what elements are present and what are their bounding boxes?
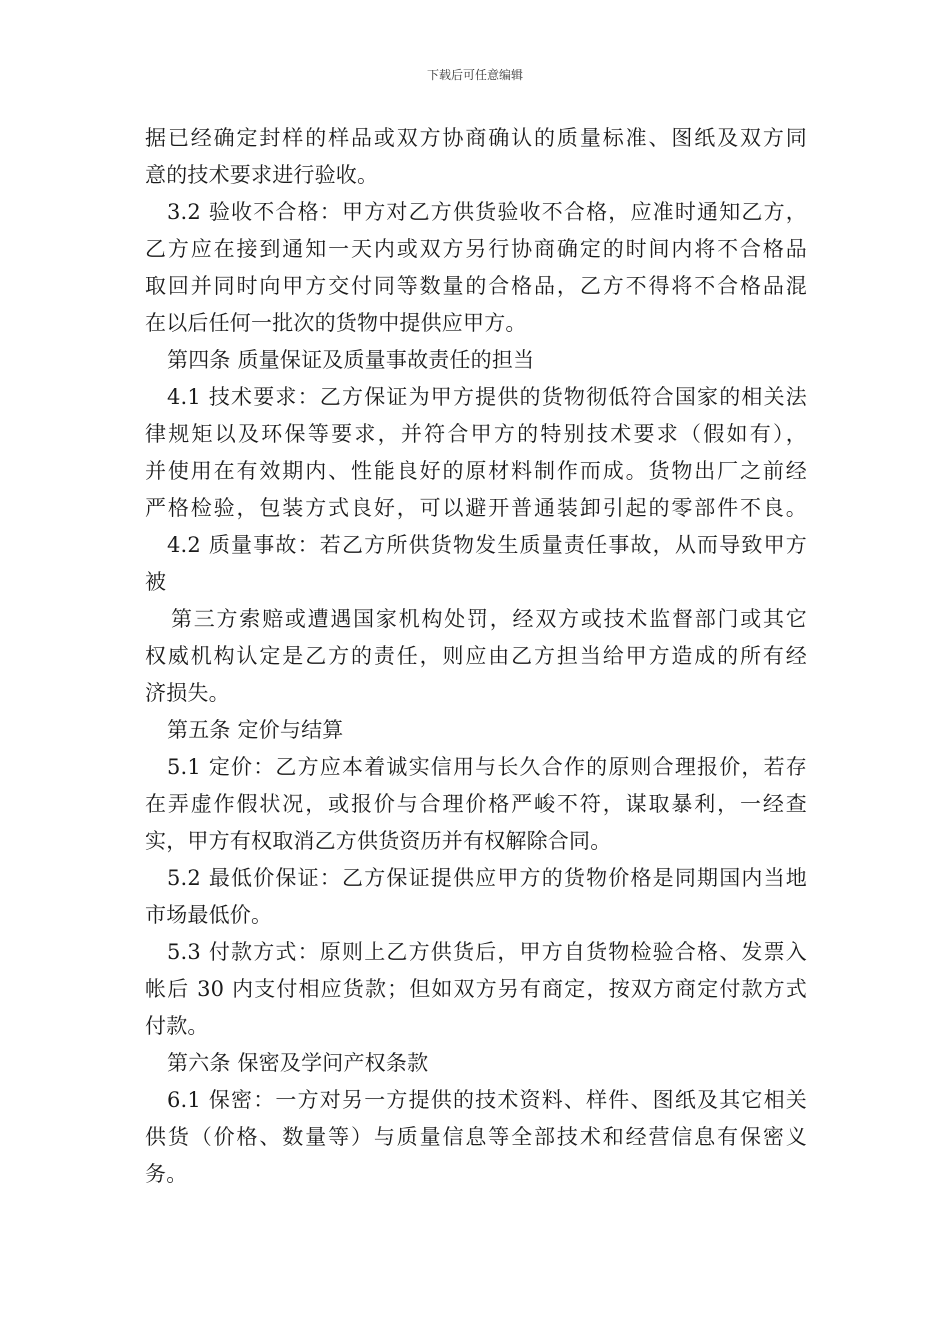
page-header: 下载后可任意编辑 [426, 68, 523, 82]
body-line: 取回并同时向甲方交付同等数量的合格品，乙方不得将不合格品混 [145, 274, 807, 298]
document-body [145, 120, 807, 1193]
clause-3-2: 3.2 验收不合格：甲方对乙方供货验收不合格，应准时通知乙方， [167, 200, 807, 224]
body-line: 供货（价格、数量等）与质量信息等全部技术和经营信息有保密义 [145, 1125, 807, 1149]
body-line: 律规矩以及环保等要求，并符合甲方的特别技术要求（假如有）， [145, 422, 807, 446]
body-line: 济损失。 [145, 681, 230, 705]
body-line: 第三方索赔或遭遇国家机构处罚，经双方或技术监督部门或其它 [171, 607, 807, 631]
body-line: 据已经确定封样的样品或双方协商确认的质量标准、图纸及双方同 [145, 126, 807, 150]
body-line: 付款。 [145, 1014, 209, 1038]
article-6-heading: 第六条 保密及学问产权条款 [167, 1051, 429, 1075]
body-line: 在以后任何一批次的货物中提供应甲方。 [145, 311, 527, 335]
clause-4-2: 4.2 质量事故：若乙方所供货物发生质量责任事故，从而导致甲方 [167, 533, 807, 557]
body-line: 被 [145, 570, 167, 594]
body-line: 务。 [145, 1162, 188, 1186]
article-5-heading: 第五条 定价与结算 [167, 718, 344, 742]
clause-5-1: 5.1 定价：乙方应本着诚实信用与长久合作的原则合理报价，若存 [167, 755, 807, 779]
body-line: 并使用在有效期内、性能良好的原材料制作而成。货物出厂之前经 [145, 459, 807, 483]
body-line: 严格检验，包装方式良好，可以避开普通装卸引起的零部件不良。 [145, 496, 807, 520]
body-line: 在弄虚作假状况，或报价与合理价格严峻不符，谋取暴利，一经查 [145, 792, 807, 816]
clause-6-1: 6.1 保密：一方对另一方提供的技术资料、样件、图纸及其它相关 [167, 1088, 807, 1112]
body-line: 权威机构认定是乙方的责任，则应由乙方担当给甲方造成的所有经 [145, 644, 807, 668]
clause-5-3: 5.3 付款方式：原则上乙方供货后，甲方自货物检验合格、发票入 [167, 940, 807, 964]
body-line: 实，甲方有权取消乙方供货资历并有权解除合同。 [145, 829, 612, 853]
clause-5-2: 5.2 最低价保证：乙方保证提供应甲方的货物价格是同期国内当地 [167, 866, 807, 890]
clause-4-1: 4.1 技术要求：乙方保证为甲方提供的货物彻低符合国家的相关法 [167, 385, 807, 409]
article-4-heading: 第四条 质量保证及质量事故责任的担当 [167, 348, 535, 372]
body-line: 乙方应在接到通知一天内或双方另行协商确定的时间内将不合格品 [145, 237, 807, 261]
body-line: 意的技术要求进行验收。 [145, 163, 379, 187]
body-line: 市场最低价。 [145, 903, 273, 927]
body-line: 帐后 30 内支付相应货款；但如双方另有商定，按双方商定付款方式 [145, 977, 807, 1001]
